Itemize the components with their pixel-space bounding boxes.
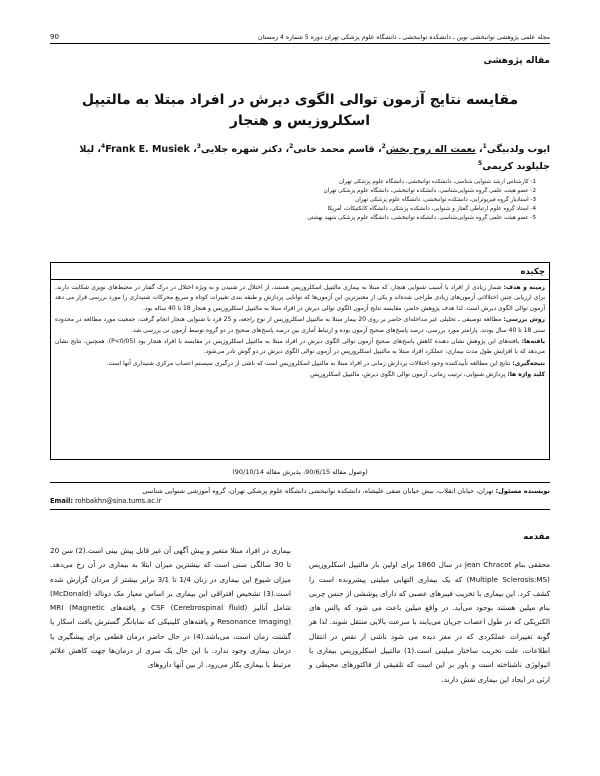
body-columns xyxy=(50,530,550,740)
body-column-left xyxy=(50,530,291,740)
page-number: 90 xyxy=(50,33,59,41)
author-name: ایوب ولدبیگی xyxy=(486,144,550,156)
journal-line: مجله علمی پژوهشی توانبخشی نوین ـ دانشکده توانبخشی ـ دانشگاه علوم پزشکی تهران دوره 5 شماره 4 زمستان xyxy=(257,34,550,41)
affiliation-item: 3- استادیار گروه فیزیوتراپی، دانشکده توانبخشی، دانشگاه علوم پزشکی تهران xyxy=(355,197,536,203)
section-text: پردازش شنوایی، ترتیب زمانی، آزمون توالی الگوی دیرش، مالتیپل اسکلروزیس xyxy=(310,371,508,379)
affiliation-list xyxy=(160,178,536,223)
section-text: یافته‌های این پژوهش نشان دهنده کاهش پاسخ‌های صحیح آزمون توالی الگوی دیرش در افراد مبتلا به مالتیپل اسکلروزیس در مقایسه با افراد هنجار بود (P<0/05). همچنین، نتایج نشان می‌دهد که با افزایش طول مدت بیماری، عملکرد افراد مبتلا به مالتیپل اسکلروزیس در آزمون توالی الگوی دیرش در دو گوش نادر می‌شود. xyxy=(55,338,545,356)
section-text: نتایج این مطالعه تأییدکننده وجود اختلالات پردازش زمانی در افراد مبتلا به مالتیپل اسکلروزیس است که ناشی از درگیری سیستم اعصاب مرکزی شنیداری آنها است. xyxy=(106,359,513,367)
affiliation-item: 5- عضو هیئت علمی گروه شنوایی‌شناسی، دانشکده توانبخشی، دانشگاه علوم پزشکی شهید بهشتی xyxy=(307,215,536,221)
email-label: Email: xyxy=(50,497,73,505)
affiliation-item: 2- عضو هیئت علمی گروه شنوایی‌شناسی، دانشکده توانبخشی، دانشگاه علوم پزشکی تهران xyxy=(323,188,536,194)
affiliation-item: 4- استاد گروه علوم ارتباطی گفتار و شنوایی، دانشکده پزشکی، دانشگاه کانکتیکات، آمریکا xyxy=(327,206,536,212)
abstract-keywords xyxy=(55,370,545,380)
abstract-background xyxy=(55,283,545,314)
running-header xyxy=(50,30,550,44)
author-affil-index: 3 xyxy=(196,143,201,150)
section-label: روش بررسی: xyxy=(503,316,545,324)
section-text: شمار زیادی از افراد با آسیب شنوایی هنجار، که مبتلا به بیماری مالتیپل اسکلروزیس هستند، از اختلال در شنیدن و به ویژه اختلال در درک گفتار در محیط‌های نویزی شکایت دارند. برای ارزیابی چنین اختلالاتی آزمون‌های زیادی طراحی شده‌اند و یکی از معتبرترین این آزمون‌ها که توانایی پردازش و طبقه بندی تغییرات کوتاه و سریع محرکات شنیداری را مورد بررسی قرار می دهد آزمون توالی الگوی دیرش است. لذا هدف پژوهش حاضر، مقایسه نتایج آزمون الگوی توالی دیرش در افراد مبتلا به مالتیپل اسکلروزیس و هنجار 18 تا 40 ساله بود. xyxy=(55,284,545,312)
intro-paragraph: محققی بنام jean Chracot در سال 1860 برای اولین بار مالتیپل اسکلروزیس (Multiple Sclerosis:MS) که یک بیماری التهابی میلینی پیشرونده است را کشف کرد. این بیماری با تخریب فیبرهای عصبی که دارای پوششی از جنس چربی بنام میلین هستند بوجود می‌آید. در واقع میلین باعث می شود که پالس های الکتریکی که در طول اعصاب جریان می‌یابند با سرعت بالایی منتقل شوند. لذا هر گونه تغییرات عملکردی که در مغز دیده می شود ناشی از نقص در انتقال اطلاعات، علت تخریب ساختار میلینی است.(1) مالتیپل اسکلروزیس بیماری با اتیولوژی ناشناخته است و باور بر این است که تلفیقی از فاکتورهای محیطی و ارثی در ایجاد این بیماری نقش دارند. xyxy=(309,560,551,684)
author-name: دکتر شهره جلایی xyxy=(200,144,283,156)
email-address: rohbakhn@sina.tums.ac.ir xyxy=(72,497,162,505)
body-column-right xyxy=(309,530,550,740)
correspondence-text: تهران، خیابان انقلاب، نبش خیابان صفی علیشاه، دانشکده توانبخشی دانشگاه علوم پزشکی تهران، گروه آموزشی شنوایی شناسی xyxy=(142,487,496,495)
received-accepted-dates: (وصول مقاله 90/6/15، پذیرش مقاله 90/10/14) xyxy=(232,468,368,476)
section-label: کلید واژه ها: xyxy=(507,371,545,379)
correspondence-label: نویسنده مسئول: xyxy=(495,487,550,495)
author-affil-index: 2 xyxy=(289,143,294,150)
corresponding-author-name: نعمت اله روح بخش xyxy=(385,144,476,156)
section-text: مطالعه توصیفی ـ تحلیلی غیر مداخله‌ای حاضر بر روی 20 بیمار مبتلا به مالتیپل اسکلروزیس از نوع راجعه، و 25 فرد با شنوایی هنجار انجام گرفت. جمعیت مورد مطالعه در محدوده سنی 18 تا 40 سال بودند. پارامتر مورد بررسی، درصد پاسخ‌های صحیح آزمون بوده و ارتباط آماری بین درصد پاسخ‌های صحیح در دو گروه توسط آزمون تی بررسی شد. xyxy=(55,316,545,334)
intro-paragraph-continued: بیماری در افراد مبتلا متغیر و پیش آگهی آن غیر قابل پیش بینی است.(2) سن 20 تا 30 سالگی سنی است که بیشترین میزان ابتلا به بیماری در آن رخ می‌دهد. میزان شیوع این بیماری در زنان 1/4 تا 3/1 برابر بیشتر از مردان گزارش شده است.(3) تشخیص افتراقی این بیماری بر اساس معیار مک دونالد (McDonald) شامل آنالیز CSF (Cerebrospinal fluid) و یافته‌های MRI (Magnetic Resonance Imaging) و یافته‌های کلینیکی که نمایانگر گسترش بافت اسکار یا گشتت زمان است، می‌باشد.(4) در حال حاضر درمان قطعی برای پیشگیری یا درمان بیماری وجود ندارد. با این حال یک سری از درمان‌ها جهت کاهش علائم مرتبط با بیماری بکار می‌رود. از بین آنها داروهای xyxy=(50,546,292,670)
author-name: لیلا جلیلوند کریمی xyxy=(79,144,550,173)
author-affil-index: 4 xyxy=(101,143,106,150)
abstract-conclusion xyxy=(55,359,545,369)
section-label: نتیجه‌گیری: xyxy=(512,359,545,367)
section-label: یافته‌ها: xyxy=(521,338,545,346)
abstract-method xyxy=(55,315,545,336)
section-label: زمینه و هدف: xyxy=(503,284,545,291)
author-list: ایوب ولدبیگی$^1$، نعمت اله روح بخش$^2$، قاسم محمد خانی$^2$، دکتر شهره جلایی$^3$، Frank E. Musiek$^4$، لیلا جلیلوند کریمی$^5$ xyxy=(79,143,550,173)
author-affil-index: 1 xyxy=(482,143,487,150)
correspondence-block xyxy=(50,482,550,510)
author-affil-index: 2 xyxy=(381,143,386,150)
author-name: Frank E. Musiek xyxy=(105,144,190,156)
article-title: مقایسه نتایج آزمون توالی الگوی دیرش در افراد مبتلا به مالتیپل اسکلروزیس و هنجار xyxy=(81,92,519,129)
affiliation-item: 1- کارشناس ارشد شنوایی شناسی، دانشکده توانبخشی، دانشگاه علوم پزشکی تهران xyxy=(338,179,536,185)
article-type-label: مقاله پژوهشی xyxy=(483,56,550,66)
author-affil-index: 5 xyxy=(478,160,483,168)
correspondence-address xyxy=(50,486,550,496)
abstract-box xyxy=(50,262,550,460)
section-heading-introduction: مقدمه xyxy=(523,532,550,542)
abstract-results xyxy=(55,337,545,358)
abstract-heading: چکیده xyxy=(51,267,549,280)
author-name: قاسم محمد خانی xyxy=(293,144,375,156)
correspondence-email xyxy=(50,496,550,506)
